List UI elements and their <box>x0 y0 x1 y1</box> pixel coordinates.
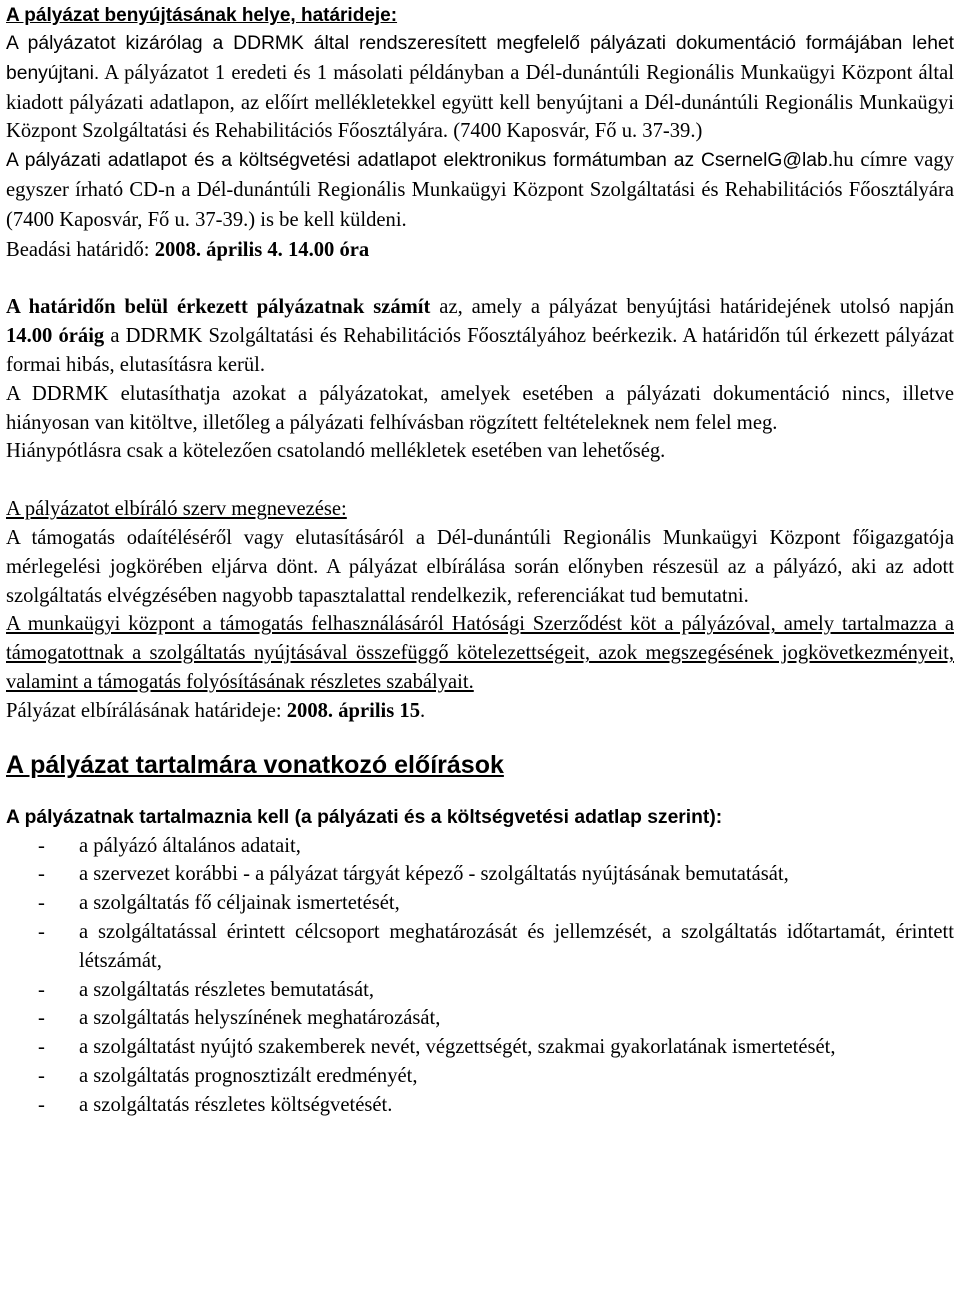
list-item <box>6 976 954 1005</box>
content-requirements-title: A pályázat tartalmára vonatkozó előírások <box>6 750 504 779</box>
paragraph-supplement: Hiánypótlásra csak a kötelezően csatolandó mellékletek esetében van lehetőség. <box>6 440 666 463</box>
paragraph-evaluation: A támogatás odaítéléséről vagy elutasításáról a Dél-dunántúli Regionális Munkaügyi Központ főigazgatója mérlegelési jogkörében eljárva dönt. A pályázat elbírálása során előnyben részesül az a pályázó, aki az adott szolgáltatás elvégzésében nagyobb tapasztalattal rendelkezik, referenciákat tud bemutatni. <box>6 526 954 607</box>
deadline-rule-text-end: a DDRMK Szolgáltatási és Rehabilitációs Főosztályához beérkezik. A határidőn túl érkezett pályázat formai hibás, elutasításra kerül. <box>6 325 954 376</box>
paragraph-submission <box>6 29 954 146</box>
content-requirements-subheading: A pályázatnak tartalmaznia kell (a pályázati és a költségvetési adatlap szerint): <box>6 806 723 828</box>
dash-marker: - <box>38 834 45 857</box>
list-item <box>6 1004 954 1033</box>
submission-sentence-sans: A pályázatot kizárólag a DDRMK által rendszeresített megfelelő pályázati dokumentáció formájában lehet benyújtani. <box>6 33 954 84</box>
list-item <box>6 889 954 918</box>
deadline-rule-time: 14.00 óráig <box>6 325 105 348</box>
dash-marker: - <box>38 920 45 943</box>
electronic-text-a: A pályázati adatlapot és a költségvetési adatlapot elektronikus formátumban az CsernelG@lab. <box>6 150 834 172</box>
list-item-text: a szolgáltatással érintett célcsoport meghatározását és jellemzését, a szolgáltatás időtartamát, érintett létszámát, <box>79 920 954 972</box>
deadline-rule-text: az, amely a pályázat benyújtási határidejének utolsó napján <box>430 296 954 319</box>
paragraph-rejection: A DDRMK elutasíthatja azokat a pályázatokat, amelyek esetében a pályázati dokumentáció nincs, illetve hiányosan van kitöltve, illetőleg a pályázati felhívásban rögzített feltételeknek nem felel meg. <box>6 382 954 434</box>
list-item <box>6 1062 954 1091</box>
evaluation-deadline-value: 2008. április 15 <box>286 699 421 722</box>
list-item-text: a szolgáltatás helyszínének meghatározását, <box>79 1007 441 1030</box>
deadline-rule-bold: A határidőn belül érkezett pályázatnak számít <box>6 296 431 319</box>
list-item-text: a szolgáltatás prognosztizált eredményét, <box>79 1064 418 1087</box>
paragraph-contract: A munkaügyi központ a támogatás felhasználásáról Hatósági Szerződést köt a pályázóval, amely tartalmazza a támogatottnak a szolgáltatás nyújtásával összefüggő kötelezettségeit, azok megszegésének jogkövetkezményeit, valamint a támogatás folyósításának részletes szabályait. <box>6 613 954 693</box>
evaluation-deadline-end: . <box>420 699 426 722</box>
dash-marker: - <box>38 863 45 886</box>
evaluation-deadline <box>6 697 954 726</box>
evaluation-deadline-label: Pályázat elbírálásának határideje: <box>6 699 287 722</box>
dash-marker: - <box>38 1093 45 1116</box>
dash-marker: - <box>38 1036 45 1059</box>
list-item-text: a szolgáltatás részletes költségvetését. <box>79 1093 393 1116</box>
list-item-text: a szolgáltatás fő céljainak ismertetését, <box>79 892 400 915</box>
submission-sentence-serif: A pályázatot 1 eredeti és 1 másolati példányban a Dél-dunántúli Regionális Munkaügyi Központ által kiadott pályázati adatlapon, az előírt mellékletekkel együtt kell benyújtani a Dél-dunántúli Regionális Munkaügyi Központ Szolgáltatási és Rehabilitációs Főosztályára. (7400 Kaposvár, Fő u. 37-39.) <box>6 61 954 143</box>
electronic-text-b: hu címre vagy egyszer írható CD-n a Dél-dunántúli Regionális Munkaügyi Központ Szolgáltatási és Rehabilitációs Főosztályára (7400 Kaposvár, Fő u. 37-39.) is be kell küldeni. <box>6 149 954 231</box>
submission-deadline-value: 2008. április 4. 14.00 óra <box>154 238 370 261</box>
paragraph-electronic <box>6 146 954 235</box>
submission-deadline-label: Beadási határidő: <box>6 238 155 261</box>
list-item-text: a pályázó általános adatait, <box>79 834 301 857</box>
dash-marker: - <box>38 978 45 1001</box>
list-item <box>6 860 954 889</box>
spacer <box>6 726 954 748</box>
submission-deadline <box>6 236 954 265</box>
dash-marker: - <box>38 1007 45 1030</box>
paragraph-deadline-rule <box>6 293 954 379</box>
dash-marker: - <box>38 892 45 915</box>
spacer <box>6 264 954 293</box>
list-item-text: a szervezet korábbi - a pályázat tárgyát képező - szolgáltatás nyújtásának bemutatását, <box>79 863 789 886</box>
requirements-list <box>6 832 954 1120</box>
spacer <box>6 466 954 495</box>
section-heading-evaluator: A pályázatot elbíráló szerv megnevezése: <box>6 498 347 521</box>
dash-marker: - <box>38 1064 45 1087</box>
section-heading-submission: A pályázat benyújtásának helye, határideje: <box>6 5 398 26</box>
spacer <box>6 782 954 804</box>
list-item <box>6 832 954 861</box>
list-item <box>6 1091 954 1120</box>
list-item <box>6 1033 954 1062</box>
list-item-text: a szolgáltatást nyújtó szakemberek nevét, végzettségét, szakmai gyakorlatának ismertetését, <box>79 1036 836 1059</box>
list-item <box>6 918 954 976</box>
list-item-text: a szolgáltatás részletes bemutatását, <box>79 978 375 1001</box>
